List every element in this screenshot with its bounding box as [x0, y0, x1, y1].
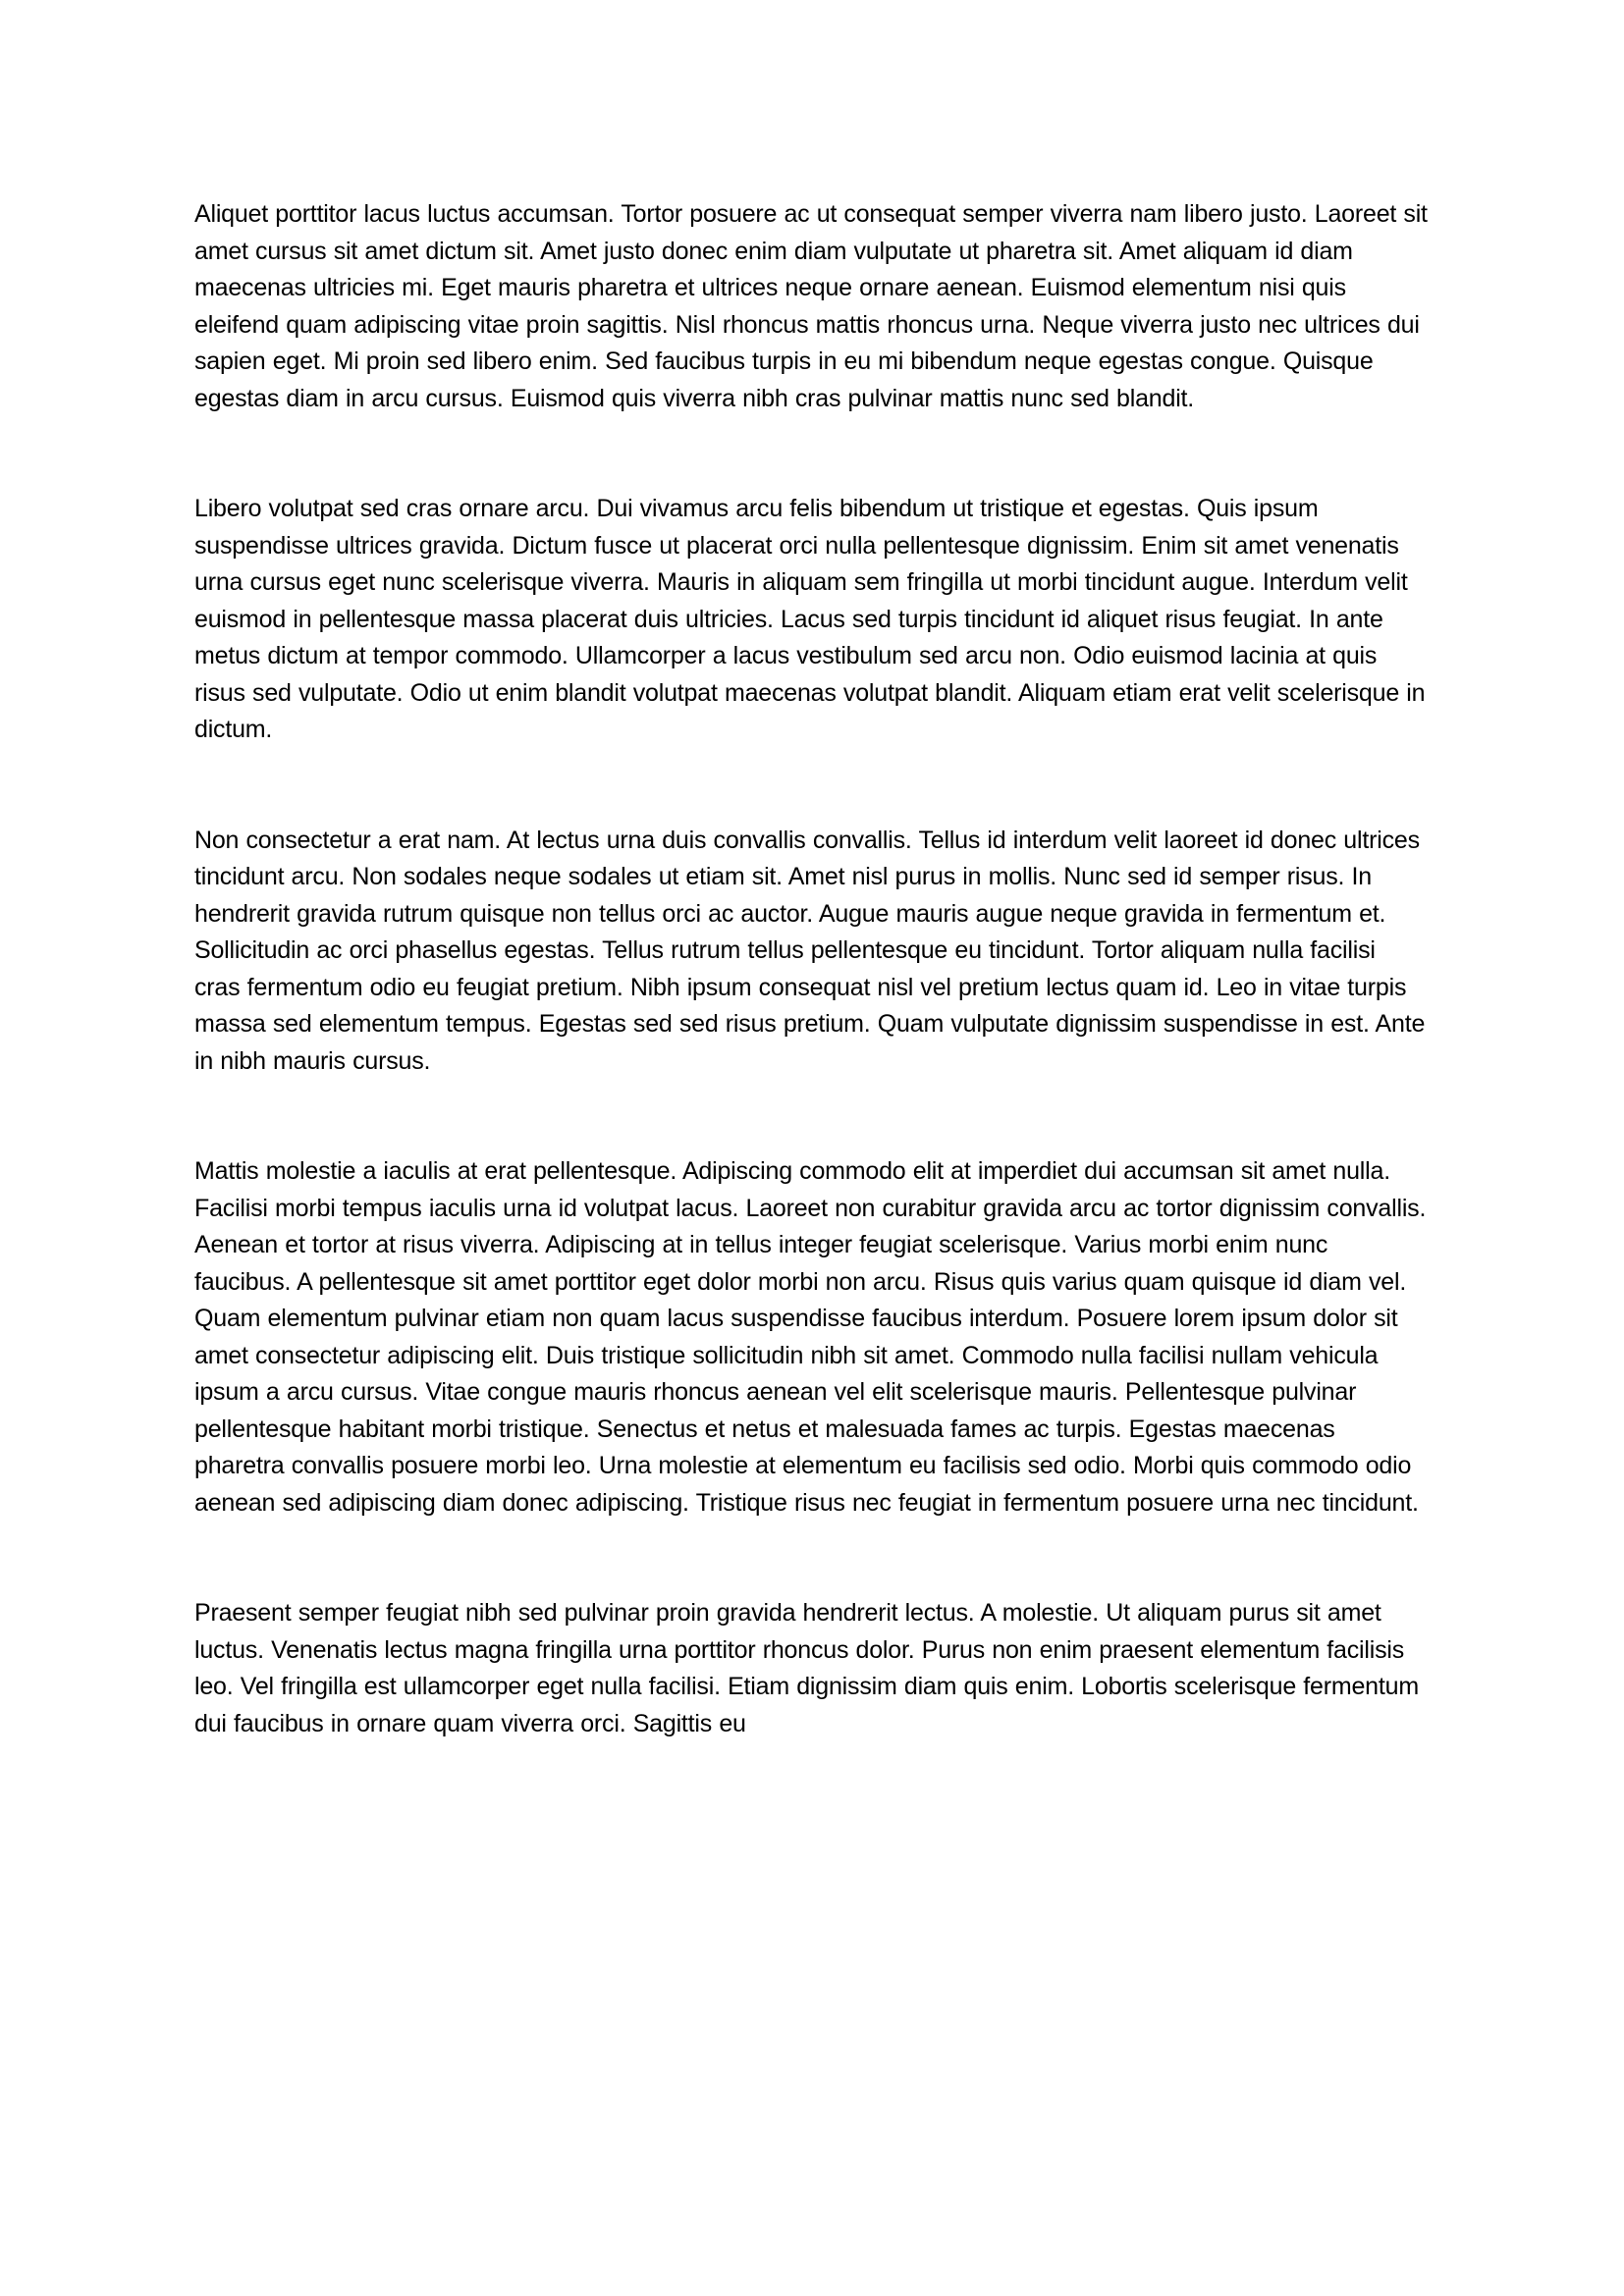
- paragraph-1: Aliquet porttitor lacus luctus accumsan. Tortor posuere ac ut consequat semper viverra nam libero justo. Laoreet sit amet cursus sit amet dictum sit. Amet justo donec enim diam vulputate ut pharetra sit. Amet aliquam id diam maecenas ultricies mi. Eget mauris pharetra et ultrices neque ornare aenean. Euismod elementum nisi quis eleifend quam adipiscing vitae proin sagittis. Nisl rhoncus mattis rhoncus urna. Neque viverra justo nec ultrices dui sapien eget. Mi proin sed libero enim. Sed faucibus turpis in eu mi bibendum neque egestas congue. Quisque egestas diam in arcu cursus. Euismod quis viverra nibh cras pulvinar mattis nunc sed blandit.: [194, 200, 1428, 412]
- paragraph-3: Non consectetur a erat nam. At lectus urna duis convallis convallis. Tellus id interdum velit laoreet id donec ultrices tincidunt arcu. Non sodales neque sodales ut etiam sit. Amet nisl purus in mollis. Nunc sed id semper risus. In hendrerit gravida rutrum quisque non tellus orci ac auctor. Augue mauris augue neque gravida in fermentum et. Sollicitudin ac orci phasellus egestas. Tellus rutrum tellus pellentesque eu tincidunt. Tortor aliquam nulla facilisi cras fermentum odio eu feugiat pretium. Nibh ipsum consequat nisl vel pretium lectus quam id. Leo in vitae turpis massa sed elementum tempus. Egestas sed sed risus pretium. Quam vulputate dignissim suspendisse in est. Ante in nibh mauris cursus.: [194, 826, 1426, 1075]
- paragraph-5: Praesent semper feugiat nibh sed pulvinar proin gravida hendrerit lectus. A molestie. Ut aliquam purus sit amet luctus. Venenatis lectus magna fringilla urna porttitor rhoncus dolor. Purus non enim praesent elementum facilisis leo. Vel fringilla est ullamcorper eget nulla facilisi. Etiam dignissim diam quis enim. Lobortis scelerisque fermentum dui faucibus in ornare quam viverra orci. Sagittis eu: [194, 1599, 1419, 1737]
- paragraph-2: Libero volutpat sed cras ornare arcu. Dui vivamus arcu felis bibendum ut tristique et egestas. Quis ipsum suspendisse ultrices gravida. Dictum fusce ut placerat orci nulla pellentesque dignissim. Enim sit amet venenatis urna cursus eget nunc scelerisque viverra. Mauris in aliquam sem fringilla ut morbi tincidunt augue. Interdum velit euismod in pellentesque massa placerat duis ultricies. Lacus sed turpis tincidunt id aliquet risus feugiat. In ante metus dictum at tempor commodo. Ullamcorper a lacus vestibulum sed arcu non. Odio euismod lacinia at quis risus sed vulputate. Odio ut enim blandit volutpat maecenas volutpat blandit. Aliquam etiam erat velit scelerisque in dictum.: [194, 495, 1426, 743]
- paragraph-4: Mattis molestie a iaculis at erat pellentesque. Adipiscing commodo elit at imperdiet dui accumsan sit amet nulla. Facilisi morbi tempus iaculis urna id volutpat lacus. Laoreet non curabitur gravida arcu ac tortor dignissim convallis. Aenean et tortor at risus viverra. Adipiscing at in tellus integer feugiat scelerisque. Varius morbi enim nunc faucibus. A pellentesque sit amet porttitor eget dolor morbi non arcu. Risus quis varius quam quisque id diam vel. Quam elementum pulvinar etiam non quam lacus suspendisse faucibus interdum. Posuere lorem ipsum dolor sit amet consectetur adipiscing elit. Duis tristique sollicitudin nibh sit amet. Commodo nulla facilisi nullam vehicula ipsum a arcu cursus. Vitae congue mauris rhoncus aenean vel elit scelerisque mauris. Pellentesque pulvinar pellentesque habitant morbi tristique. Senectus et netus et malesuada fames ac turpis. Egestas maecenas pharetra convallis posuere morbi leo. Urna molestie at elementum eu facilisis sed odio. Morbi quis commodo odio aenean sed adipiscing diam donec adipiscing. Tristique risus nec feugiat in fermentum posuere urna nec tincidunt.: [194, 1157, 1427, 1517]
- document-text-body: [194, 196, 1428, 1742]
